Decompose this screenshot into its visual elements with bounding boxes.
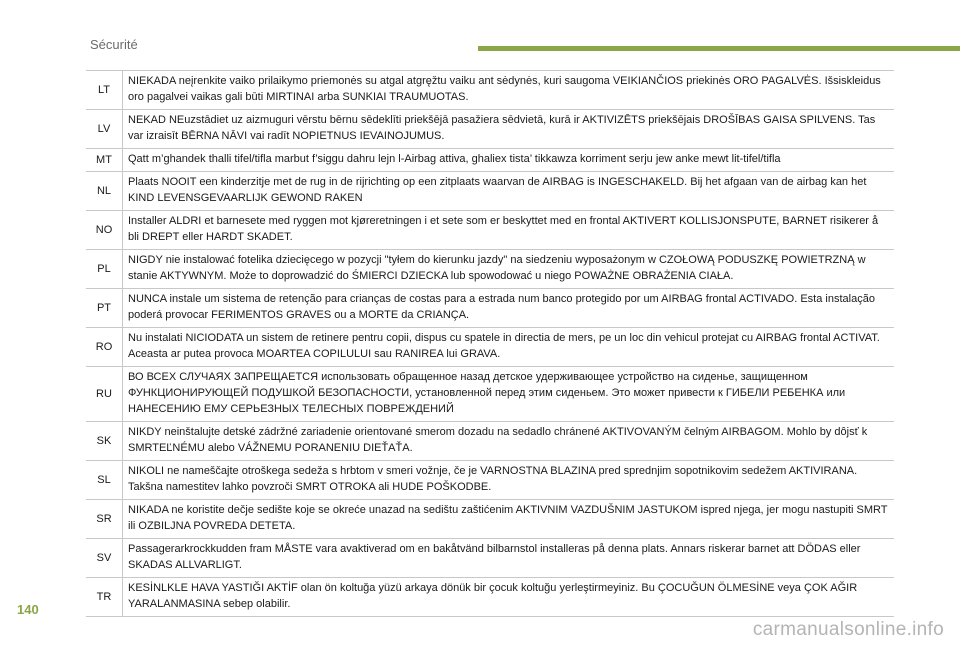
table-row [86, 211, 894, 250]
language-code: SV [86, 539, 123, 578]
table-row [86, 172, 894, 211]
table-row [86, 250, 894, 289]
warning-text: NIKOLI ne nameščajte otroškega sedeža s hrbtom v smeri vožnje, če je VARNOSTNA BLAZINA pred sprednjim sopotnikovim sedežem AKTIVIRANA. Takšna namestitev lahko povzroči SMRT OTROKA ali HUDE POŠKODBE. [123, 461, 895, 500]
language-code: SL [86, 461, 123, 500]
table-row [86, 422, 894, 461]
airbag-warning-table [86, 70, 894, 617]
section-title: Sécurité [90, 37, 138, 52]
table-row [86, 461, 894, 500]
table-row [86, 71, 894, 110]
language-code: RO [86, 328, 123, 367]
language-code: TR [86, 578, 123, 617]
table-row [86, 149, 894, 172]
warning-text: NEKAD NEuzstādiet uz aizmuguri vērstu bērnu sēdeklīti priekšējā pasažiera sēdvietā, kurā ir AKTIVIZĒTS priekšējais DROŠĪBAS GAISA SPILVENS. Tas var izraisīt BĒRNA NĀVI vai radīt NOPIETNUS IEVAINOJUMUS. [123, 110, 895, 149]
warning-text: NUNCA instale um sistema de retenção para crianças de costas para a estrada num banco protegido por um AIRBAG frontal ACTIVADO. Esta instalação poderá provocar FERIMENTOS GRAVES ou a MORTE da CRIANÇA. [123, 289, 895, 328]
warning-text: NIKDY neinštalujte detské zádržné zariadenie orientované smerom dozadu na sedadlo chránené AKTIVOVANÝM čelným AIRBAGOM. Mohlo by dôjsť k SMRTEĽNÉMU alebo VÁŽNEMU PORANENIU DIEŤAŤA. [123, 422, 895, 461]
table-row [86, 500, 894, 539]
warning-text: NIEKADA neįrenkite vaiko prilaikymo priemonės su atgal atgręžtu vaiku ant sėdynės, kuri saugoma VEIKIANČIOS priekinės ORO PAGALVĖS. Išsiskleidus oro pagalvei vaikas gali būti MIRTINAI arba SUNKIAI TRAUMUOTAS. [123, 71, 895, 110]
table-row [86, 110, 894, 149]
warning-text: Passagerarkrockkudden fram MÅSTE vara avaktiverad om en bakåtvänd bilbarnstol installeras på denna plats. Annars riskerar barnet att DÖDAS eller SKADAS ALLVARLIGT. [123, 539, 895, 578]
language-code: SK [86, 422, 123, 461]
language-code: NO [86, 211, 123, 250]
language-code: NL [86, 172, 123, 211]
warning-text: NIKADA ne koristite dečje sedište koje se okreće unazad na sedištu zaštićenim AKTIVNIM VAZDUŠNIM JASTUKOM ispred njega, jer mogu nastupiti SMRT ili OZBILJNA POVREDA DETETA. [123, 500, 895, 539]
table-row [86, 367, 894, 422]
table-row [86, 289, 894, 328]
table-row [86, 539, 894, 578]
watermark: carmanualsonline.info [752, 619, 944, 640]
language-code: RU [86, 367, 123, 422]
table-row [86, 328, 894, 367]
warning-text: Qatt m’ghandek thalli tifel/tifla marbut f’siggu dahru lejn l-Airbag attiva, ghaliex tista’ tikkawza korriment serju jew anke mewt lit-tifel/tifla [123, 149, 895, 172]
language-code: PT [86, 289, 123, 328]
language-code: SR [86, 500, 123, 539]
warning-text: Plaats NOOIT een kinderzitje met de rug in de rijrichting op een zitplaats waarvan de AIRBAG is INGESCHAKELD. Bij het afgaan van de airbag kan het KIND LEVENSGEVAARLIJK GEWOND RAKEN [123, 172, 895, 211]
language-code: LV [86, 110, 123, 149]
page-number: 140 [17, 602, 39, 617]
warning-text: ВО ВСЕХ СЛУЧАЯХ ЗАПРЕЩАЕТСЯ использовать обращенное назад детское удерживающее устройство на сиденье, защищенном ФУНКЦИОНИРУЮЩЕЙ ПОДУШКОЙ БЕЗОПАСНОСТИ, установленной перед этим сиденьем. Это может привести к ГИБЕЛИ РЕБЕНКА или НАНЕСЕНИЮ ЕМУ СЕРЬЕЗНЫХ ТЕЛЕСНЫХ ПОВРЕЖДЕНИЙ [123, 367, 895, 422]
language-code: PL [86, 250, 123, 289]
header-accent-bar [478, 46, 960, 51]
language-code: LT [86, 71, 123, 110]
warning-text: NIGDY nie instalować fotelika dziecięcego w pozycji "tyłem do kierunku jazdy" na siedzeniu wyposażonym w CZOŁOWĄ PODUSZKĘ POWIETRZNĄ w stanie AKTYWNYM. Może to doprowadzić do ŚMIERCI DZIECKA lub spowodować u niego POWAŻNE OBRAŻENIA CIAŁA. [123, 250, 895, 289]
warning-text: KESİNLKLE HAVA YASTIĞI AKTİF olan ön koltuğa yüzü arkaya dönük bir çocuk koltuğu yerleştirmeyiniz. Bu ÇOCUĞUN ÖLMESİNE veya ÇOK AĞIR YARALANMASINA sebep olabilir. [123, 578, 895, 617]
warning-text: Installer ALDRI et barnesete med ryggen mot kjøreretningen i et sete som er beskyttet med en frontal AKTIVERT KOLLISJONSPUTE, BARNET risikerer å bli DREPT eller HARDT SKADET. [123, 211, 895, 250]
table-row [86, 578, 894, 617]
warning-text: Nu instalati NICIODATA un sistem de retinere pentru copii, dispus cu spatele in directia de mers, pe un loc din vehicul protejat cu AIRBAG frontal ACTIVAT. Aceasta ar putea provoca MOARTEA COPILULUI sau RANIREA lui GRAVA. [123, 328, 895, 367]
language-code: MT [86, 149, 123, 172]
